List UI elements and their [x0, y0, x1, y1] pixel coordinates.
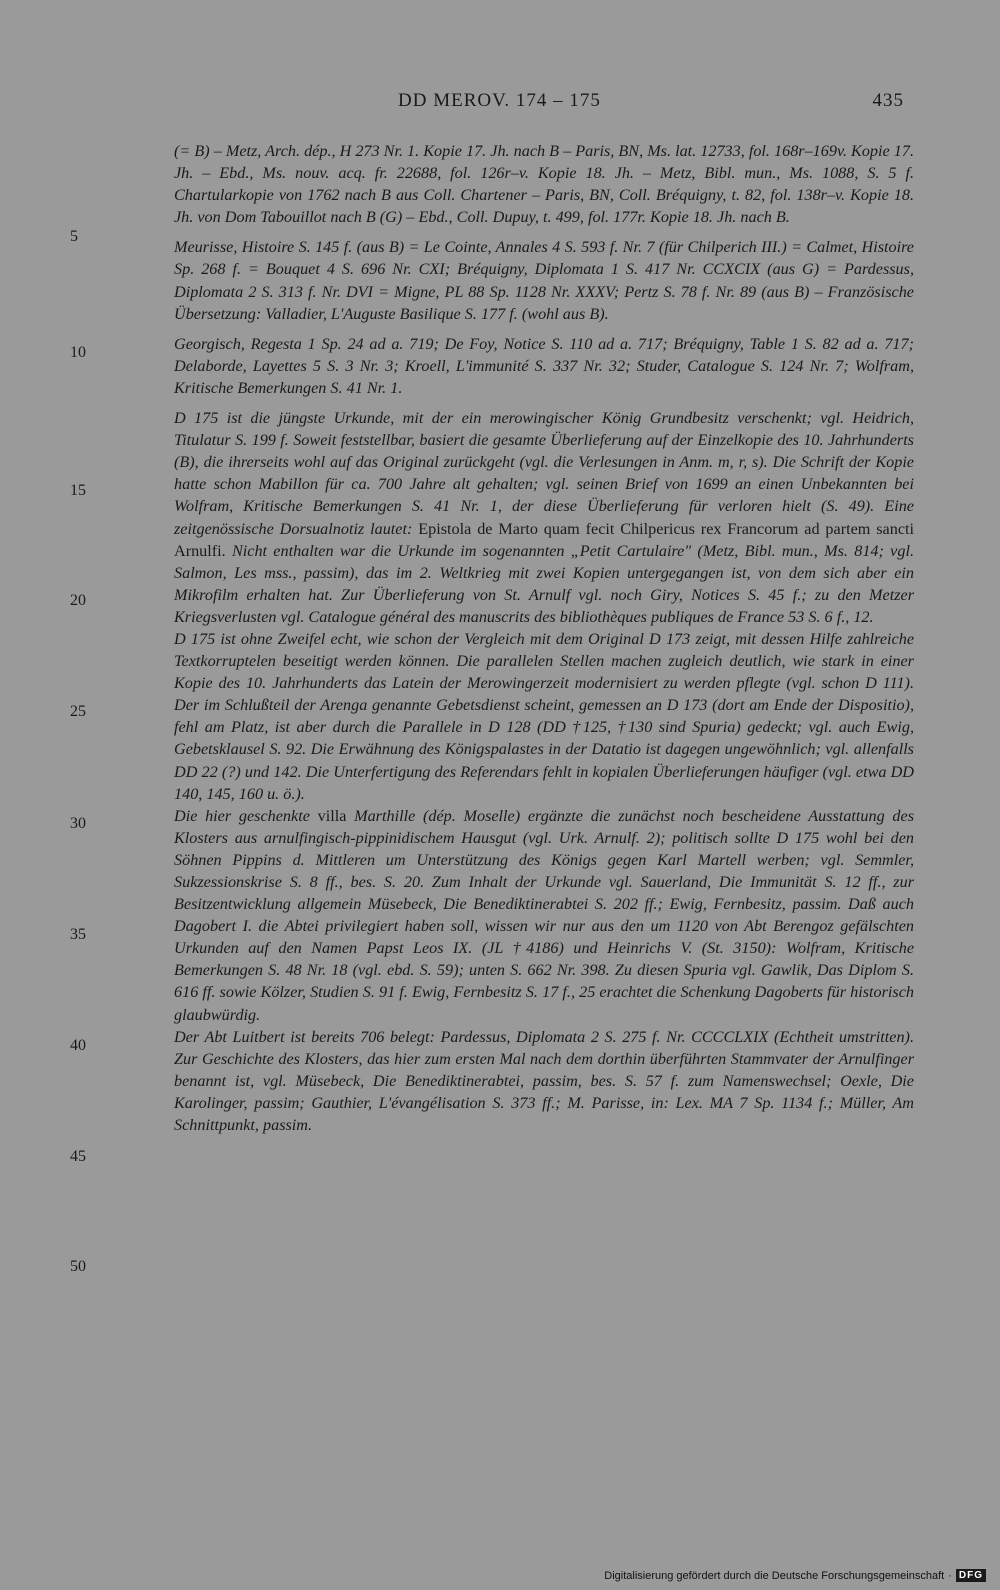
commentary-abbot: Der Abt Luitbert ist bereits 706 belegt: Pardessus, Diplomata 2 S. 275 f. Nr. CCCCLXIX (Echtheit umstritten). Zur Geschichte des Klosters, das hier zum ersten Mal nach dem dorthin überführten Stammvater der Arnulfinger benannt ist, vgl. Müsebeck, Die Benediktinerabtei, passim, bes. S. 57 f. zum Namenswechsel; Oexle, Die Karolinger, passim; Gauthier, L'évangélisation S. 373 ff.; M. Parisse, in: Lex. MA 7 Sp. 1134 f.; Müller, Am Schnittpunkt, passim. — [174, 1027, 914, 1135]
regesta: Georgisch, Regesta 1 Sp. 24 ad a. 719; De Foy, Notice S. 110 ad a. 717; Bréquigny, Table 1 S. 82 ad a. 717; Delaborde, Layettes 5 S. 3 Nr. 3; Kroell, L'immunité S. 337 Nr. 32; Studer, Catalogue S. 124 Nr. 7; Wolfram, Kritische Bemerkungen S. 41 Nr. 1. — [174, 334, 914, 397]
villa-term: villa — [317, 806, 347, 825]
line-number: 35 — [70, 926, 86, 943]
line-number: 20 — [70, 592, 86, 609]
dfg-logo: DFG — [956, 1569, 986, 1582]
commentary-text: Nicht enthalten war die Urkunde im sogenannten „Petit Cartulaire" (Metz, Bibl. mun., Ms. 814; vgl. Salmon, Les mss., passim), das im 2. Weltkrieg mit zwei Kopien untergegangen ist, von dem sich aber ein Mikrofilm erhalten hat. Zur Überlieferung von St. Arnulf vgl. noch Giry, Notices S. 45 f.; zu den Metzer Kriegsverlusten vgl. Catalogue général des manuscrits des bibliothèques publiques de France 53 S. 6 f., 12. — [174, 541, 914, 626]
editions: Meurisse, Histoire S. 145 f. (aus B) = Le Cointe, Annales 4 S. 593 f. Nr. 7 (für Chilperich III.) = Calmet, Histoire Sp. 268 f. = Bouquet 4 S. 696 Nr. CXI; Bréquigny, Diplomata 1 S. 417 Nr. CCXCIX (aus G) = Pardessus, Diplomata 2 S. 313 f. Nr. DVI = Migne, PL 88 Sp. 1128 Nr. XXXV; Pertz S. 78 f. Nr. 89 (aus B) – Französische Übersetzung: Valladier, L'Auguste Basilique S. 177 f. (wohl aus B). — [174, 238, 914, 323]
line-number: 45 — [70, 1148, 86, 1165]
line-number: 5 — [70, 228, 78, 245]
commentary-text: Marthille (dép. Moselle) ergänzte die zunächst noch bescheidene Ausstattung des Klosters aus arnulfingisch-pippinidischem Hausgut (vgl. Urk. Arnulf. 2); politisch sollte D 175 wohl bei den Söhnen Pippins d. Mittleren um Unterstützung des Königs gegen Karl Martell werben; vgl. Semmler, Sukzessionskrise S. 8 ff., bes. S. 20. Zum Inhalt der Urkunde vgl. Sauerland, Die Immunität S. 12 ff., zur Besitzentwicklung allgemein Müsebeck, Die Benediktinerabtei S. 202 ff.; Ewig, Fernbesitz, passim. Daß auch Dagobert I. die Abtei privilegiert haben soll, wissen wir nur aus den um 1120 von Abt Berengoz gefälschten Urkunden auf den Namen Papst Leos IX. (JL †4186) und Heinrichs V. (St. 3150): Wolfram, Kritische Bemerkungen S. 48 Nr. 18 (vgl. ebd. S. 59); unten S. 662 Nr. 398. Zu diesen Spuria vgl. Gawlik, Das Diplom S. 616 ff. sowie Kölzer, Studien S. 91 f. Ewig, Fernbesitz S. 17 f., 25 erachtet die Schenkung Dagoberts für historisch glaubwürdig. — [174, 806, 915, 1024]
commentary-text: D 175 ist die jüngste Urkunde, mit der ein merowingischer König Grundbesitz verschenkt; vgl. Heidrich, Titulatur S. 199 f. Soweit feststellbar, basiert die gesamte Überlieferung auf der Einzelkopie des 10. Jahrhunderts (B), die ihrerseits wohl auf das Original zurückgeht (vgl. die Verlesungen in Anm. m, r, s). Die Schrift der Kopie hatte schon Mabillon für ca. 700 Jahre alt gehalten; vgl. seinen Brief von 1699 an einen Unbekannten bei Wolfram, Kritische Bemerkungen S. 41 Nr. 1, der diese Überlieferung für verloren hielt (S. 49). Eine zeitgenössische Dorsualnotiz lautet: — [174, 409, 914, 538]
credit-text: Digitalisierung gefördert durch die Deutsche Forschungsgemeinschaft — [604, 1569, 945, 1582]
line-number: 30 — [70, 815, 86, 832]
line-number: 25 — [70, 703, 86, 720]
running-title: DD MEROV. 174 – 175 — [398, 90, 601, 111]
page-number: 435 — [872, 90, 904, 111]
digitization-credit: Digitalisierung gefördert durch die Deutsche Forschungsgemeinschaft · DFG — [604, 1569, 986, 1582]
text-column — [174, 140, 914, 1136]
line-number: 50 — [70, 1258, 86, 1275]
line-number: 15 — [70, 482, 86, 499]
commentary-text: Die hier geschenkte — [174, 806, 318, 825]
line-number: 40 — [70, 1037, 86, 1054]
manuscript-tradition: (= B) – Metz, Arch. dép., H 273 Nr. 1. Kopie 17. Jh. nach B – Paris, BN, Ms. lat. 12733, fol. 168r–169v. Kopie 17. Jh. – Ebd., Ms. nouv. acq. fr. 22688, fol. 126r–v. Kopie 18. Jh. – Metz, Bibl. mun., Ms. 1088, S. 5 f. Chartularkopie von 1762 nach B aus Coll. Chartener – Paris, BN, Coll. Bréquigny, t. 82, fol. 138r–v. Kopie 18. Jh. von Dom Tabouillot nach B (G) – Ebd., Coll. Dupuy, t. 499, fol. 177r. Kopie 18. Jh. nach B. — [174, 142, 914, 227]
commentary-authenticity: D 175 ist ohne Zweifel echt, wie schon der Vergleich mit dem Original D 173 zeigt, mit dessen Hilfe zahlreiche Textkorruptelen beseitigt werden können. Die parallelen Stellen machen zugleich deutlich, wie stark in einer Kopie des 10. Jahrhunderts das Latein der Merowingerzeit modernisiert zu werden pflegte (vgl. schon D 111). Der im Schlußteil der Arenga genannte Gebetsdienst scheint, gemessen an D 173 (dort am Ende der Dispositio), fehl am Platz, ist aber durch die Parallele in D 128 (DD †125, †130 sind Spuria) gedeckt; vgl. auch Ewig, Gebetsklausel S. 92. Die Erwähnung des Königspalastes in der Datatio ist dagegen ungewöhnlich; vgl. allenfalls DD 22 (?) und 142. Die Unterfertigung des Referendars fehlt in kopialen Überlieferungen häufiger (vgl. etwa DD 140, 145, 160 u. ö.). — [174, 629, 914, 803]
running-head — [0, 90, 1000, 116]
dorsal-note-quote: Epistola de Marto quam fecit Chilpericus rex Francorum ad partem sancti Arnulfi. — [174, 519, 915, 560]
commentary-tradition — [174, 407, 914, 628]
line-number: 10 — [70, 344, 86, 361]
commentary-content — [174, 805, 914, 1026]
